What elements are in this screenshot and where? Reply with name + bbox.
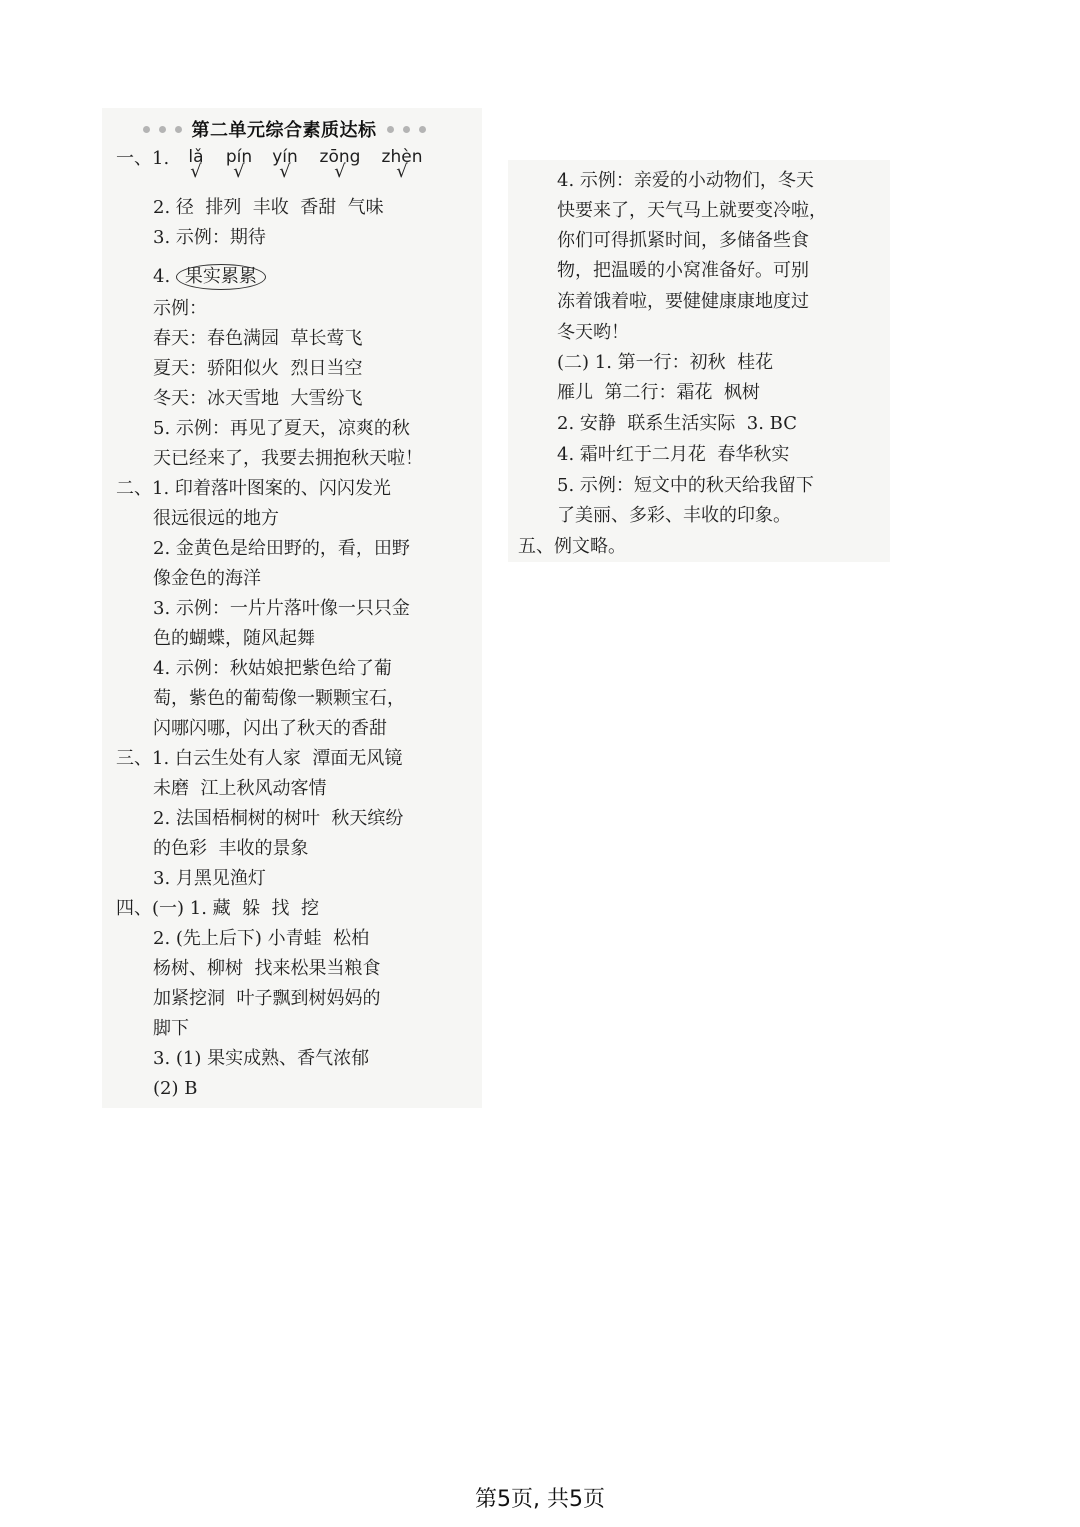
answer-line: 春天：春色满园 草长莺飞 [153,328,363,349]
answer-line: (2) B [153,1078,198,1099]
answer-line: 4. 霜叶红于二月花 春华秋实 [557,444,790,465]
answer-line: 冬天哟！ [557,322,629,343]
answer-line: 闪哪闪哪，闪出了秋天的香甜 [153,718,387,739]
answer-line: 示例： [153,298,207,319]
answer-line: 未磨 江上秋风动客情 [153,778,327,799]
answer-line: 3. 月黑见渔灯 [153,868,266,889]
answer-line: 物，把温暖的小窝准备好。可别 [557,260,809,281]
answer-line: 快要来了，天气马上就要变冷啦， [557,200,827,221]
answer-line: 5. 示例：再见了夏天，凉爽的秋 [153,418,410,439]
answer-line: 了美丽、多彩、丰收的印象。 [557,505,791,526]
tick-mark: √ [279,161,291,182]
answer-line: 2. 径 排列 丰收 香甜 气味 [153,197,384,218]
answer-line: 3. 示例：一片片落叶像一只只金 [153,598,410,619]
q1-label: 一、1. [116,148,170,169]
answer-line: 雁儿 第二行：霜花 枫树 [557,382,760,403]
q-number: 4. [153,266,171,287]
answer-line: 天已经来了，我要去拥抱秋天啦！ [153,448,423,469]
answer-line: 你们可得抓紧时间，多储备些食 [557,230,809,251]
answer-line: 冬天：冰天雪地 大雪纷飞 [153,388,363,409]
answer-line: 5. 示例：短文中的秋天给我留下 [557,475,814,496]
pinyin-text: zōng [319,147,361,167]
pinyin-text: yín [272,147,298,167]
answer-line: 2. 安静 联系生活实际 3. BC [557,413,798,434]
answer-line: 加紧挖洞 叶子飘到树妈妈的 [153,988,381,1009]
answer-line: 四、(一) 1. 藏 躲 找 挖 [116,898,319,919]
answer-line: 冻着饿着啦，要健健康康地度过 [557,291,809,312]
heading-title: 第二单元综合素质达标 [191,120,377,141]
answer-line: 二、1. 印着落叶图案的、闪闪发光 [116,478,391,499]
answer-line: 3. (1) 果实成熟、香气浓郁 [153,1048,370,1069]
tick-mark: √ [396,161,408,182]
tick-mark: √ [190,161,202,182]
pinyin-text: pín [225,147,253,167]
pinyin-item [314,147,366,182]
pinyin-item [213,147,265,182]
answer-line: 4. 示例：秋姑娘把紫色给了葡 [153,658,392,679]
answer-line: 五、例文略。 [518,536,626,557]
answer-line: 很远很远的地方 [153,508,279,529]
heading-dots-left [143,126,182,133]
pinyin-item [376,147,428,182]
answer-line: 2. (先上后下) 小青蛙 松柏 [153,928,370,949]
circled-answer: 果实累累 [176,264,266,290]
page-footer: 第5页, 共5页 [475,1487,605,1512]
answer-line: 脚下 [153,1018,189,1039]
answer-line: 4. 示例：亲爱的小动物们，冬天 [557,170,814,191]
answer-line [153,262,266,292]
answer-line: 3. 示例：期待 [153,227,266,248]
pinyin-text: zhèn [381,147,423,167]
heading-dots-right [387,126,426,133]
answer-line: 色的蝴蝶，随风起舞 [153,628,315,649]
section-heading [124,116,444,142]
answer-line: 的色彩 丰收的景象 [153,838,309,859]
answer-line: 夏天：骄阳似火 烈日当空 [153,358,363,379]
answer-line: 杨树、柳树 找来松果当粮食 [153,958,381,979]
pinyin-text: lǎ [188,147,204,167]
answer-line: 三、1. 白云生处有人家 潭面无风镜 [116,748,403,769]
tick-mark: √ [233,161,245,182]
answer-line: 2. 金黄色是给田野的，看，田野 [153,538,410,559]
answer-line: 萄，紫色的葡萄像一颗颗宝石， [153,688,405,709]
answer-line: (二) 1. 第一行：初秋 桂花 [557,352,774,373]
tick-mark: √ [334,161,346,182]
pinyin-item [259,147,311,182]
answer-line: 像金色的海洋 [153,568,261,589]
answer-line: 2. 法国梧桐树的树叶 秋天缤纷 [153,808,404,829]
